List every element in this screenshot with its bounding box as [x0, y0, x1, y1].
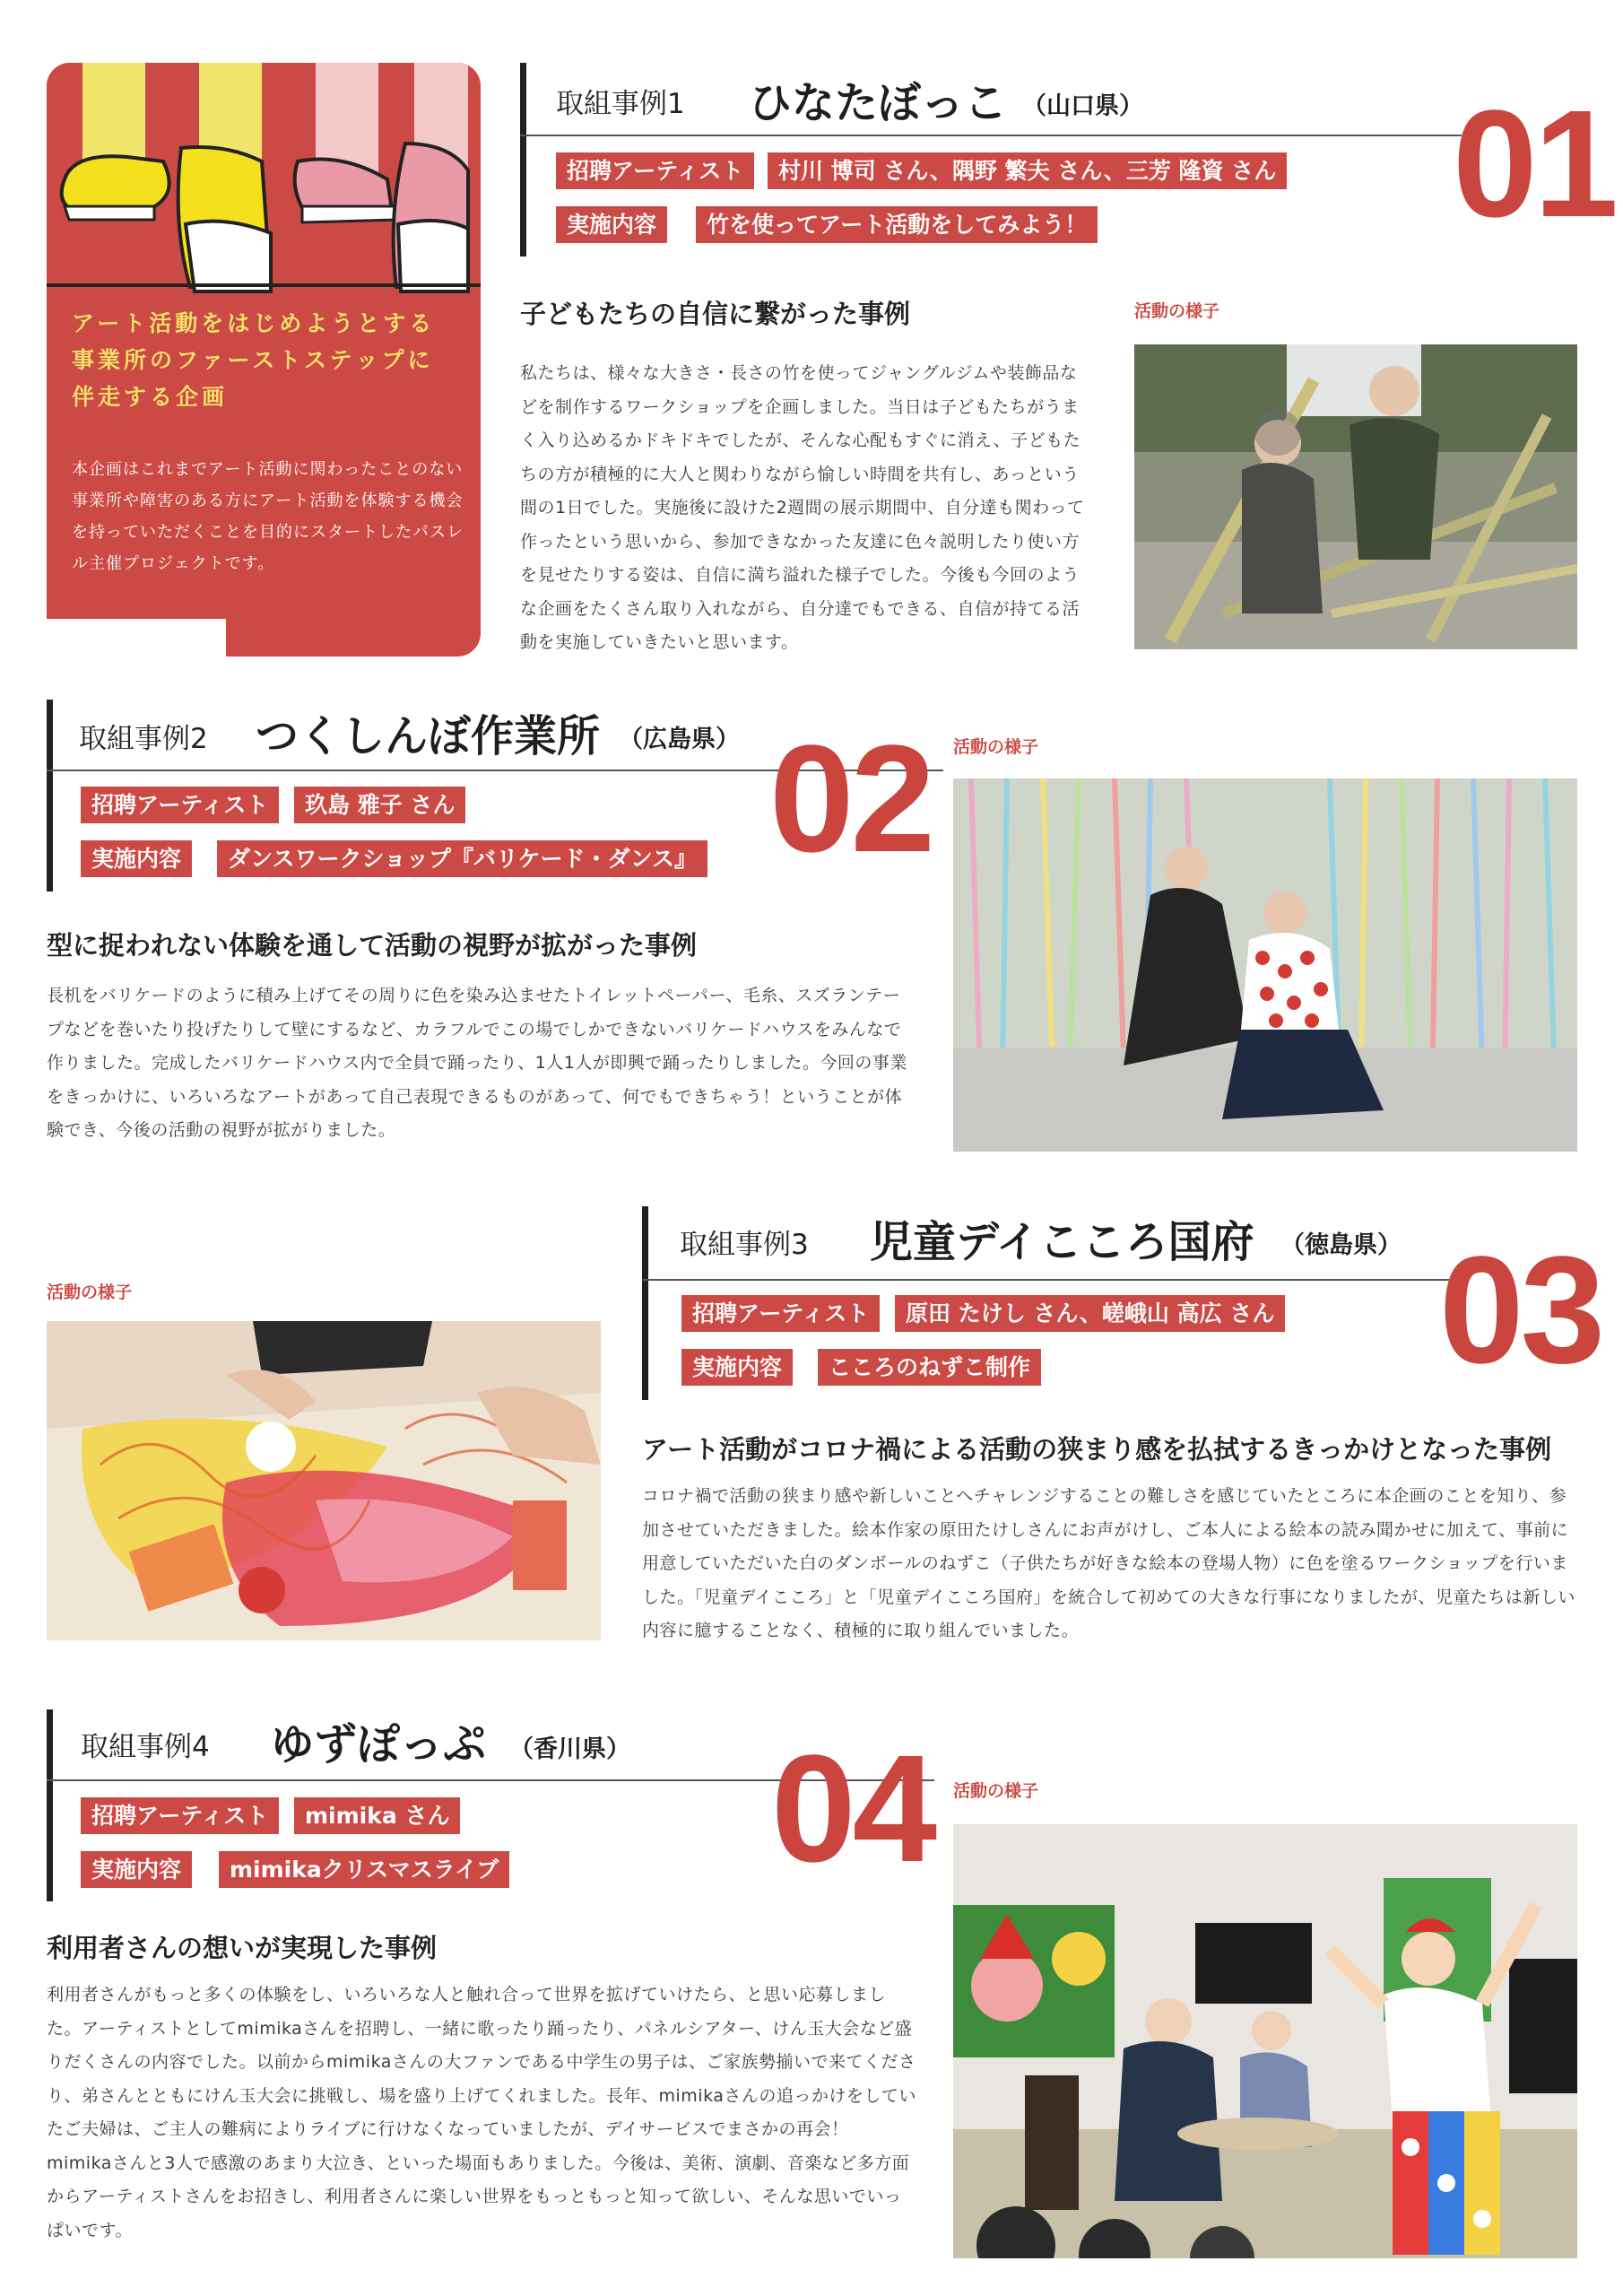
case3-content: こころのねずこ制作	[818, 1349, 1041, 1386]
intro-heading	[72, 305, 466, 415]
case4-artist-tag: 招聘アーティスト	[81, 1797, 279, 1834]
intro-heading-line: 伴走する企画	[72, 384, 229, 410]
case4-body: 利用者さんがもっと多くの体験をし、いろいろな人と触れ合って世界を拡げていけたら、と思い応募しました。アーティストとしてmimikaさんを招聘し、一緒に歌ったり踊ったり、パネルシアター、けん玉大会など盛りだくさんの内容でした。以前からmimikaさんの大ファンである中学生の男子は、ご家族勢揃いで来てくださり、弟さんとともにけん玉大会に挑戦し、場を盛り上げてくれました。長年、mimikaさんの追っかけをしていたご夫婦は、ご主人の難病によりライブに行けなくなっていましたが、デイサービスでまさかの再会！ mimikaさんと3人で感激のあまり大泣き、といった場面もありました。今後は、美術、演劇、音楽など多方面からアーティストさんをお招きし、利用者さんに楽しい世界をもっともっと知って欲しい、そんな思いでいっぱいです。	[47, 1985, 916, 2240]
case3-rule	[642, 1279, 1449, 1281]
intro-heading-line: 事業所のファーストステップに	[72, 347, 434, 373]
case1-artist-tag: 招聘アーティスト	[556, 152, 754, 189]
case3-vertical-bar	[642, 1206, 648, 1400]
case1-prefecture: （山口県）	[1022, 92, 1143, 120]
case4-label: 取組事例4	[81, 1731, 210, 1763]
case4-content-tag: 実施内容	[81, 1851, 192, 1888]
case3-photo-label: 活動の様子	[47, 1283, 133, 1302]
case3-subtitle: アート活動がコロナ禍による活動の狭まり感を払拭するきっかけとなった事例	[642, 1434, 1552, 1465]
case1-rule	[520, 135, 1462, 136]
case4-subtitle: 利用者さんの想いが実現した事例	[47, 1933, 438, 1963]
case2-number: 02	[769, 714, 933, 884]
intro-card-notch	[47, 619, 226, 658]
case1-artist: 村川 博司 さん、隅野 繁夫 さん、三芳 隆資 さん	[768, 152, 1287, 189]
case4-content: mimikaクリスマスライブ	[219, 1851, 509, 1888]
case3-label: 取組事例3	[680, 1229, 809, 1261]
case2-body: 長机をバリケードのように積み上げてその周りに色を染み込ませたトイレットペーパー、毛糸、スズランテープなどを巻いたり投げたりして壁にするなど、カラフルでこの場でしかできないバリケードハウスをみんなで作りました。完成したバリケードハウス内で全員で踊ったり、1人1人が即興で踊ったりしました。今回の事業をきっかけに、いろいろなアートがあって自己表現できるものがあって、何でもできちゃう！ということが体験でき、今後の活動の視野が拡がりました。	[47, 986, 907, 1140]
intro-body: 本企画はこれまでアート活動に関わったことのない事業所や障害のある方にアート活動を体験する機会を持っていただくことを目的にスタートしたパスレル主催プロジェクトです。	[72, 460, 464, 573]
case1-name: ひなたぼっこ	[749, 78, 1008, 128]
case4-artist: mimika さん	[294, 1797, 460, 1834]
case1-photo-label: 活動の様子	[1134, 301, 1220, 321]
case2-name: つくしんぼ作業所	[256, 711, 601, 761]
case1-photo	[1134, 344, 1577, 649]
case1-body: 私たちは、様々な大きさ・長さの竹を使ってジャングルジムや装飾品などを制作するワークショップを企画しました。当日は子どもたちがうまく入り込めるかドキドキでしたが、そんな心配もすぐに消え、子どもたちの方が積極的に大人と関わりながら愉しい時間を共有し、あっという間の1日でした。実施後に設けた2週間の展示期間中、自分達も関わって作ったという思いから、参加できなかった友達に色々説明したり使い方を見せたりする姿は、自信に満ち溢れた様子でした。今後も今回のような企画をたくさん取り入れながら、自分達でもできる、自信が持てる活動を実施していきたいと思います。	[520, 363, 1085, 652]
case2-artist-tag: 招聘アーティスト	[81, 787, 279, 823]
case2-content-tag: 実施内容	[81, 840, 192, 877]
case3-artist: 原田 たけし さん、嵯峨山 高広 さん	[895, 1295, 1285, 1332]
case1-vertical-bar	[520, 63, 526, 257]
intro-heading-line: アート活動をはじめようとする	[72, 310, 436, 336]
case3-name: 児童デイこころ国府	[870, 1217, 1254, 1267]
case2-vertical-bar	[47, 700, 53, 891]
case2-photo-label: 活動の様子	[953, 737, 1039, 757]
case2-artist: 玖島 雅子 さん	[294, 787, 465, 823]
case4-prefecture: （香川県）	[509, 1735, 630, 1763]
case4-photo	[953, 1824, 1577, 2258]
case4-photo-label: 活動の様子	[953, 1781, 1039, 1801]
case4-vertical-bar	[47, 1709, 53, 1901]
case3-photo	[47, 1321, 601, 1640]
case1-subtitle: 子どもたちの自信に繋がった事例	[520, 299, 911, 329]
case2-photo	[953, 778, 1577, 1152]
case2-content: ダンスワークショップ『バリケード・ダンス』	[217, 840, 707, 877]
case4-name: ゆずぽっぷ	[271, 1719, 487, 1770]
case1-content: 竹を使ってアート活動をしてみよう！	[696, 206, 1098, 243]
case2-subtitle: 型に捉われない体験を通して活動の視野が拡がった事例	[47, 930, 698, 961]
case1-content-tag: 実施内容	[556, 206, 667, 243]
case3-body: コロナ禍で活動の狭まり感や新しいことへチャレンジすることの難しさを感じていたところに本企画のことを知り、参加させていただきました。絵本作家の原田たけしさんにお声がけし、ご本人による絵本の読み聞かせに加えて、事前に用意していただいた白のダンボールのねずこ（子供たちが好きな絵本の登場人物）に色を塗るワークショップを行いました。「児童デイこころ」と「児童デイこころ国府」を統合して初めての大きな行事になりましたが、児童たちは新しい内容に臆することなく、積極的に取り組んでいました。	[642, 1486, 1575, 1640]
case4-number: 04	[771, 1724, 934, 1894]
case1-label: 取組事例1	[556, 88, 685, 120]
case2-prefecture: （広島県）	[619, 726, 740, 753]
case3-artist-tag: 招聘アーティスト	[681, 1295, 880, 1332]
case3-content-tag: 実施内容	[681, 1349, 793, 1386]
case3-number: 03	[1439, 1225, 1602, 1396]
case1-number: 01	[1453, 79, 1616, 249]
case3-prefecture: （徳島県）	[1280, 1231, 1402, 1259]
case2-label: 取組事例2	[79, 723, 208, 755]
sneakers-illustration	[47, 63, 481, 323]
